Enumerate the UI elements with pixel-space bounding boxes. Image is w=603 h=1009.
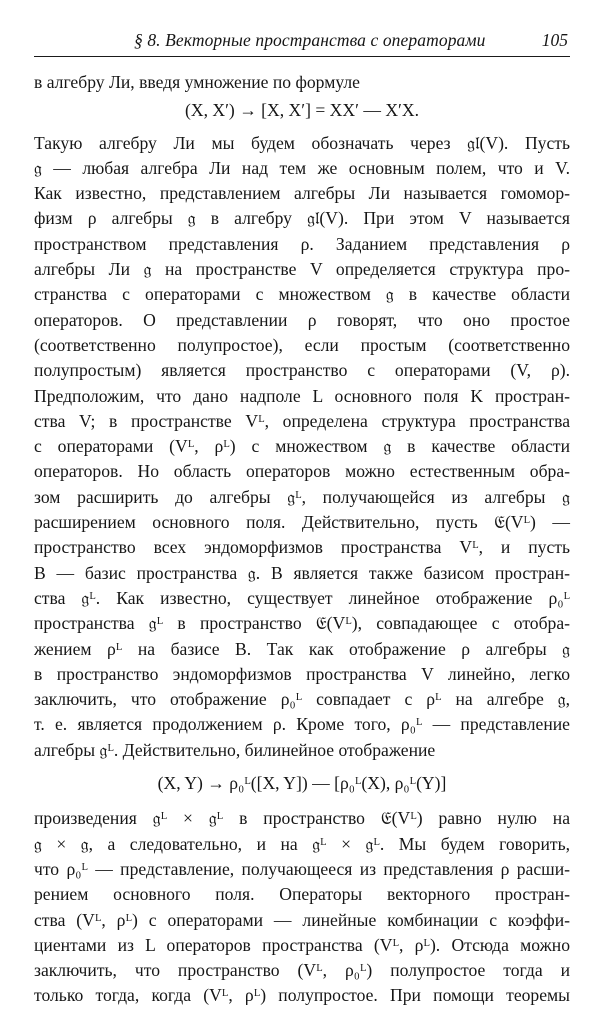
text-line: Такую алгебру Ли мы будем обозначать через 𝔤𝔩(V). Пусть <box>34 132 570 153</box>
text-line: пространства 𝔤ᴸ в пространство 𝔈(Vᴸ), совпадающее с отобра- <box>34 613 570 634</box>
text-line: ства V; в пространстве Vᴸ, определена структура пространства <box>34 410 570 431</box>
text-line: в алгебру Ли, введя умножение по формуле <box>34 72 360 92</box>
text-line: ства (Vᴸ, ρᴸ) с операторами — линейные комбинации с коэффи- <box>34 909 570 930</box>
text-line: что ρ₀ᴸ — представление, получающееся из представления ρ расши- <box>34 858 570 879</box>
text-line: 𝔤 × 𝔤, а следовательно, и на 𝔤ᴸ × 𝔤ᴸ. Мы будем говорить, <box>34 833 570 854</box>
section-title: § 8. Векторные пространства с операторами <box>134 30 486 50</box>
formula-commutator: (X, X′) → [X, X′] = XX′ — X′X. <box>185 100 419 121</box>
text-line: 𝔤 — любая алгебра Ли над тем же основным полем, что и V. <box>34 157 570 178</box>
text-line: заключить, что пространство (Vᴸ, ρ₀ᴸ) полупростое тогда и <box>34 960 570 981</box>
text-line: рением основного поля. Операторы векторного простран- <box>34 884 570 905</box>
text-line: Предположим, что дано надполе L основного поля K простран- <box>34 385 570 406</box>
text-line: Как известно, представлением алгебры Ли называется гомомор- <box>34 183 570 204</box>
running-header <box>34 28 570 57</box>
text-line: произведения 𝔤ᴸ × 𝔤ᴸ в пространство 𝔈(Vᴸ) равно нулю на <box>34 808 570 829</box>
text-line: с операторами (Vᴸ, ρᴸ) с множеством 𝔤 в качестве области <box>34 436 570 457</box>
text-line: операторов. Но область операторов можно естественным обра- <box>34 461 570 482</box>
body-text <box>34 70 570 1009</box>
text-line: пространством представления ρ. Заданием представления ρ <box>34 233 570 254</box>
text-line: только тогда, когда (Vᴸ, ρᴸ) полупростое. При помощи теоремы <box>34 985 570 1006</box>
text-line: алгебры Ли 𝔤 на пространстве V определяется структура про- <box>34 259 570 280</box>
text-line: ства 𝔤ᴸ. Как известно, существует линейное отображение ρ₀ᴸ <box>34 587 570 608</box>
text-line: операторов. О представлении ρ говорят, что оно простое <box>34 309 570 330</box>
text-line: расширением основного поля. Действительно, пусть 𝔈(Vᴸ) — <box>34 512 570 533</box>
text-line: жением ρᴸ на базисе B. Так как отображение ρ алгебры 𝔤 <box>34 638 570 659</box>
text-line: физм ρ алгебры 𝔤 в алгебру 𝔤𝔩(V). При этом V называется <box>34 208 570 229</box>
text-line: т. е. является продолжением ρ. Кроме того, ρ₀ᴸ — представление <box>34 714 570 735</box>
text-line: странства с операторами с множеством 𝔤 в качестве области <box>34 284 570 305</box>
text-line: (соответственно полупростое), если простым (соответственно <box>34 334 570 355</box>
text-line: в пространство эндоморфизмов пространства V линейно, легко <box>34 663 570 684</box>
text-line: циентами из L операторов пространства (Vᴸ, ρᴸ). Отсюда можно <box>34 934 570 955</box>
text-line: заключить, что отображение ρ₀ᴸ совпадает с ρᴸ на алгебре 𝔤, <box>34 689 570 710</box>
text-line: зом расширить до алгебры 𝔤ᴸ, получающейся из алгебры 𝔤 <box>34 486 570 507</box>
formula-bilinear-map: (X, Y) → ρ₀ᴸ([X, Y]) — [ρ₀ᴸ(X), ρ₀ᴸ(Y)] <box>157 773 447 794</box>
text-line: B — базис пространства 𝔤. B является также базисом простран- <box>34 562 570 583</box>
text-line: алгебры 𝔤ᴸ. Действительно, билинейное отображение <box>34 739 436 760</box>
text-line: полупростым) является пространство с операторами (V, ρ). <box>34 360 570 381</box>
page-number: 105 <box>541 30 568 50</box>
text-line: пространство всех эндоморфизмов пространства Vᴸ, и пусть <box>34 537 570 558</box>
